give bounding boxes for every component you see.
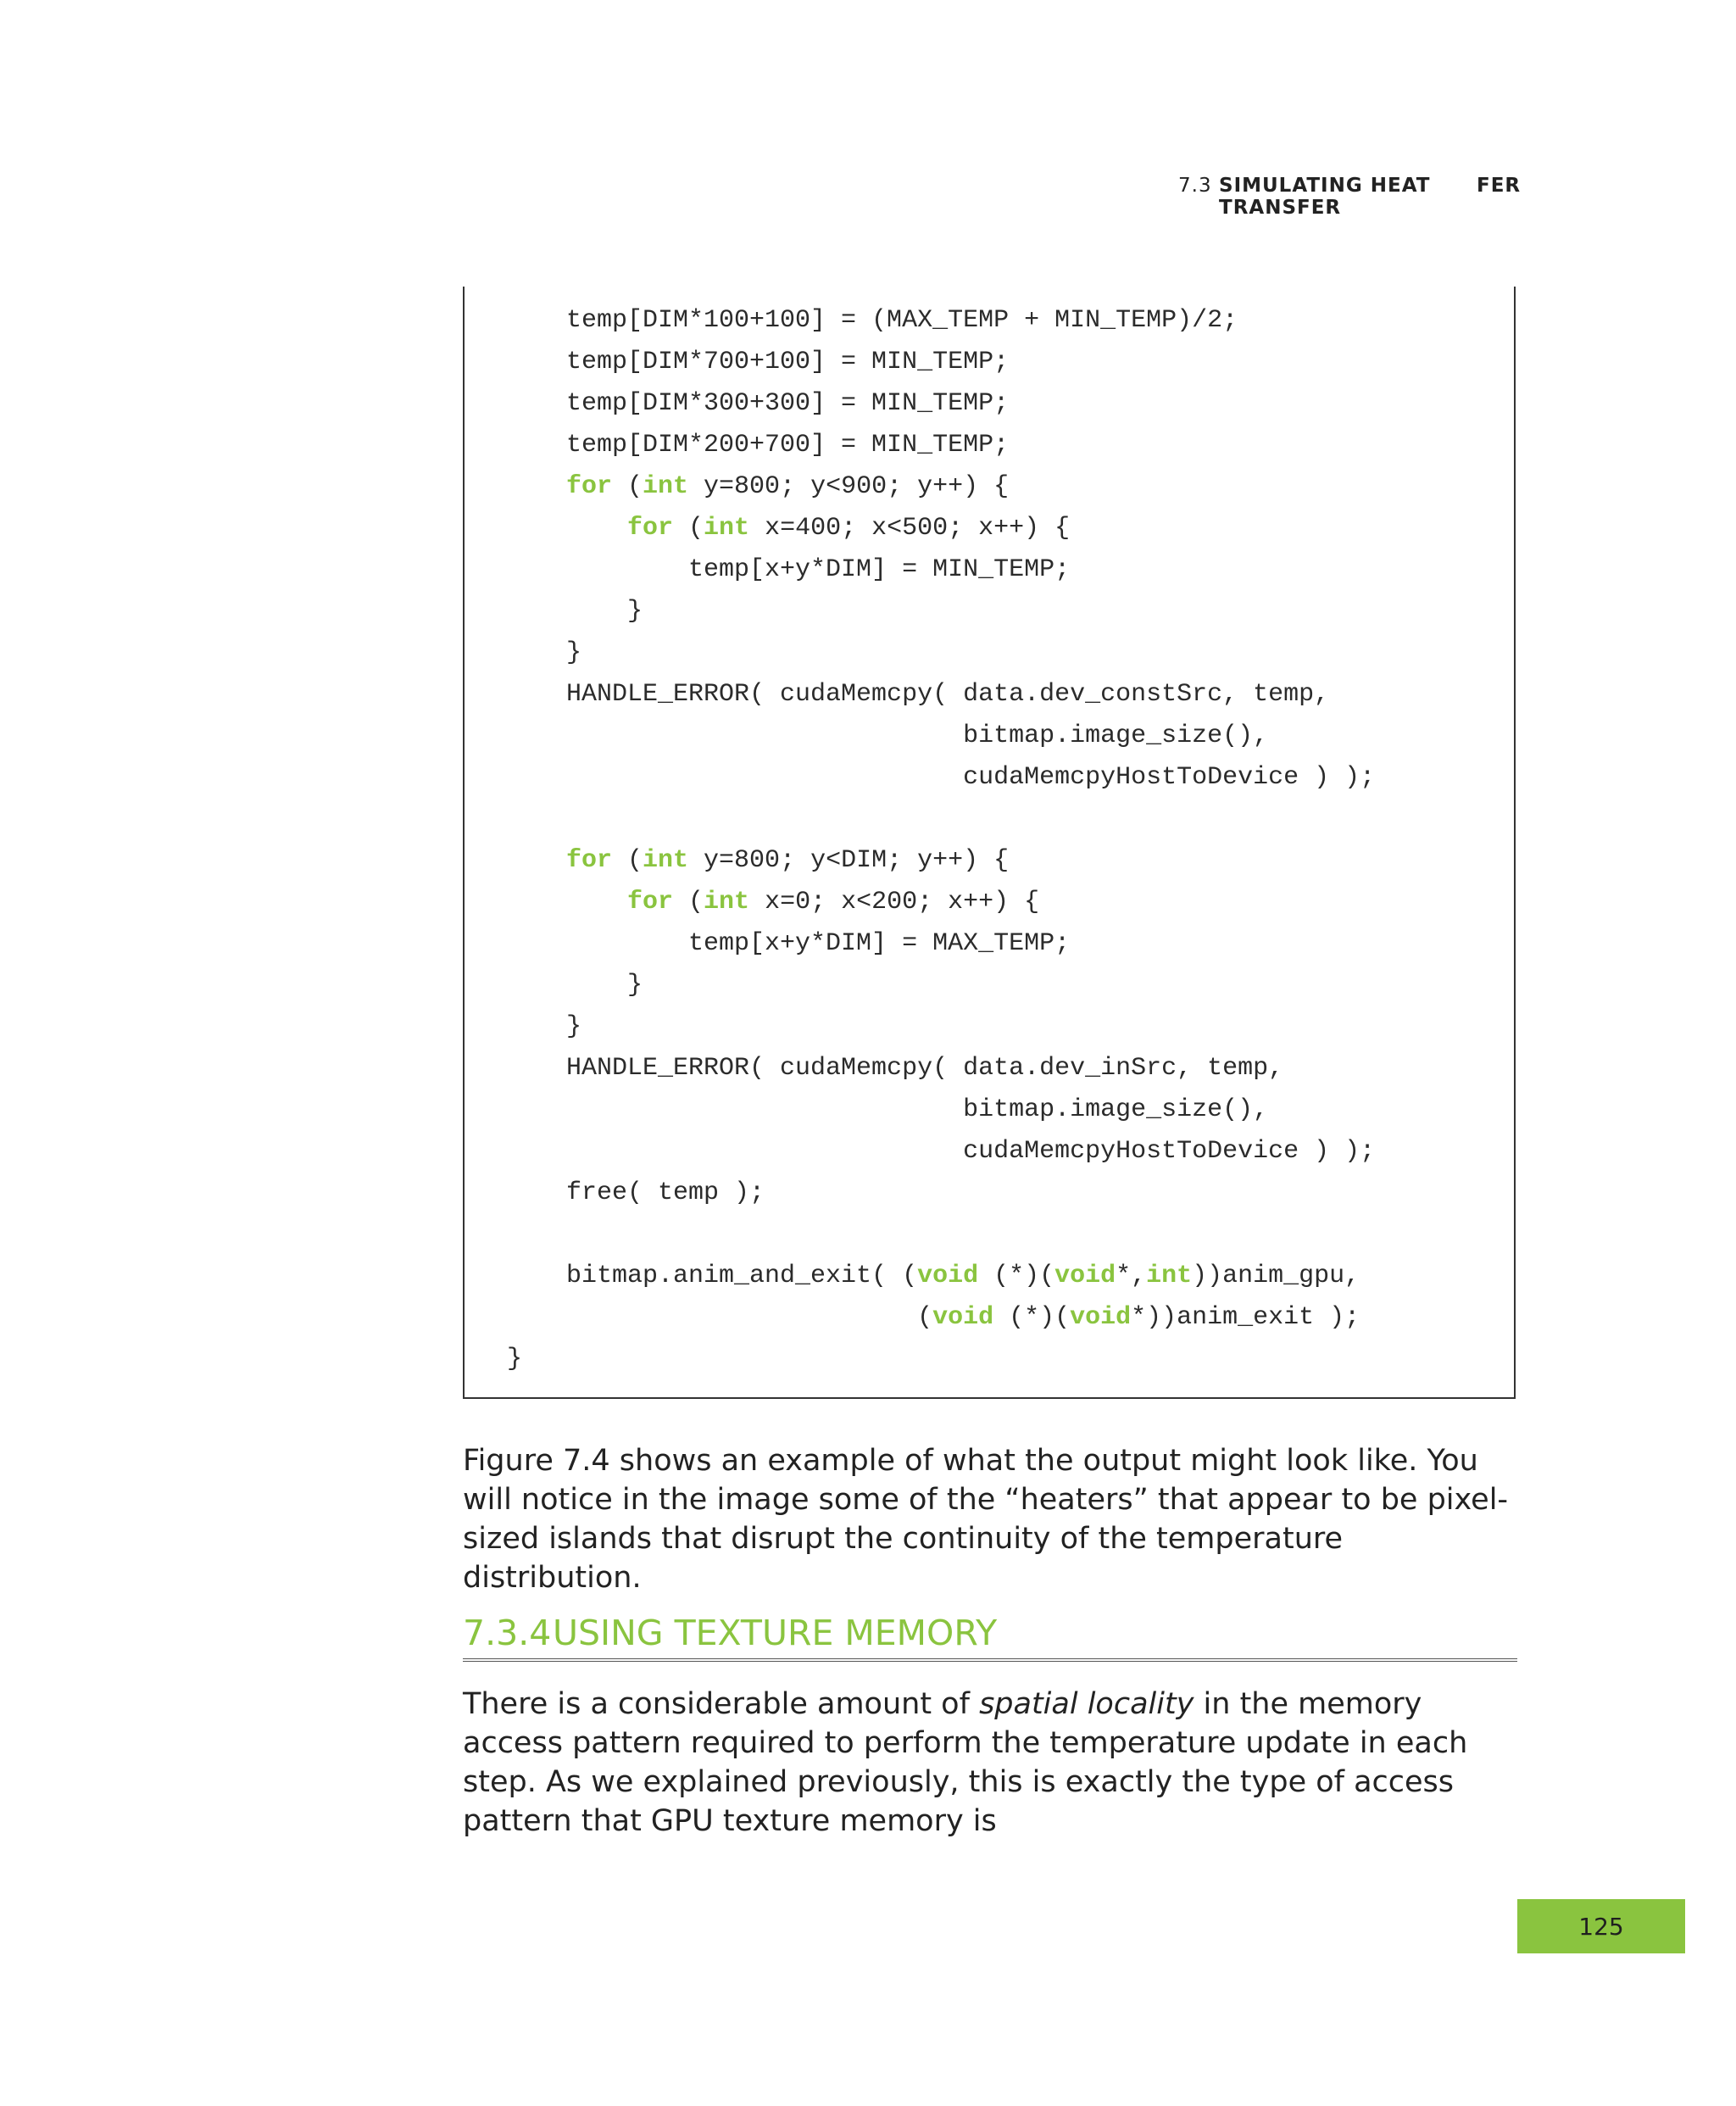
code-text: ))anim_gpu, xyxy=(1192,1262,1360,1290)
paragraph-2-emphasis: spatial locality xyxy=(979,1687,1194,1721)
code-line xyxy=(566,466,1009,508)
code-line xyxy=(566,757,1375,799)
code-keyword: void xyxy=(1070,1303,1132,1332)
code-text: bitmap.anim_and_exit( ( xyxy=(566,1262,918,1290)
code-line xyxy=(566,882,1039,923)
code-keyword: void xyxy=(1054,1262,1116,1290)
code-keyword: int xyxy=(643,472,689,501)
code-text: cudaMemcpyHostToDevice ) ); xyxy=(566,763,1376,792)
code-text: temp[x+y*DIM] = MIN_TEMP; xyxy=(566,555,1071,584)
code-text: temp[DIM*300+300] = MIN_TEMP; xyxy=(566,389,1010,418)
code-line xyxy=(566,1089,1268,1131)
code-keyword: int xyxy=(1146,1262,1193,1290)
code-line xyxy=(566,1297,1360,1339)
section-number: 7.3.4 xyxy=(463,1613,552,1653)
code-text: } xyxy=(566,597,643,626)
code-line xyxy=(566,342,1009,383)
code-line xyxy=(507,1339,522,1380)
code-keyword: int xyxy=(704,888,750,916)
body-paragraph-2 xyxy=(463,1685,1522,1841)
code-text: ( xyxy=(673,888,704,916)
running-head xyxy=(1178,175,1522,219)
code-keyword: for xyxy=(566,846,613,875)
code-text: cudaMemcpyHostToDevice ) ); xyxy=(566,1137,1376,1166)
code-text: *, xyxy=(1116,1262,1147,1290)
code-text: } xyxy=(566,638,582,667)
code-text: ( xyxy=(673,514,704,543)
code-text: (*)( xyxy=(993,1303,1071,1332)
code-line xyxy=(566,1173,765,1214)
code-line xyxy=(566,300,1238,342)
code-line xyxy=(566,632,581,674)
section-heading xyxy=(463,1611,1517,1662)
code-text: } xyxy=(566,971,643,1000)
code-text: temp[DIM*100+100] = (MAX_TEMP + MIN_TEMP)/2; xyxy=(566,306,1238,335)
code-text: temp[x+y*DIM] = MAX_TEMP; xyxy=(566,929,1071,958)
running-head-section: 7.3 xyxy=(1178,175,1212,197)
code-text: y=800; y<DIM; y++) { xyxy=(688,846,1010,875)
running-head-tail: FER xyxy=(1477,175,1522,197)
page-number-tab xyxy=(1517,1899,1685,1953)
code-text: y=800; y<900; y++) { xyxy=(688,472,1010,501)
code-line xyxy=(566,923,1070,965)
code-text xyxy=(566,888,627,916)
code-text: x=400; x<500; x++) { xyxy=(749,514,1071,543)
code-line xyxy=(566,1006,581,1048)
code-keyword: for xyxy=(566,472,613,501)
code-text: temp[DIM*200+700] = MIN_TEMP; xyxy=(566,431,1010,460)
code-text: HANDLE_ERROR( cudaMemcpy( data.dev_inSrc, temp, xyxy=(566,1054,1284,1083)
code-keyword: void xyxy=(932,1303,994,1332)
paragraph-2-text-b: in the memory access pattern required to perform the temperature update in each step. As we explained previously, this is exactly the type of access pattern that GPU texture memory is xyxy=(463,1687,1468,1838)
code-text: ( xyxy=(612,846,643,875)
code-text: x=0; x<200; x++) { xyxy=(749,888,1040,916)
code-text: free( temp ); xyxy=(566,1178,765,1207)
body-paragraph-1: Figure 7.4 shows an example of what the output might look like. You will notice in the image some of the “heaters” that appear to be pixel-sized islands that disrupt the continuity of the temperature distribution. xyxy=(463,1444,1509,1595)
code-text: temp[DIM*700+100] = MIN_TEMP; xyxy=(566,348,1010,376)
code-line xyxy=(566,1048,1283,1089)
code-line xyxy=(566,549,1070,591)
code-text: } xyxy=(507,1345,523,1373)
code-line xyxy=(566,716,1268,757)
code-keyword: for xyxy=(627,514,674,543)
code-line xyxy=(566,508,1070,549)
code-text: (*)( xyxy=(978,1262,1055,1290)
section-title: USING TEXTURE MEMORY xyxy=(553,1613,998,1653)
code-line xyxy=(566,1131,1375,1173)
code-line xyxy=(566,840,1009,882)
code-text xyxy=(566,514,627,543)
code-line xyxy=(566,591,643,632)
code-text: *))anim_exit ); xyxy=(1131,1303,1360,1332)
code-text: } xyxy=(566,1012,582,1041)
page-number: 125 xyxy=(1578,1912,1624,1941)
code-text: HANDLE_ERROR( cudaMemcpy( data.dev_constSrc, temp, xyxy=(566,680,1330,709)
paragraph-2-text-a: There is a considerable amount of xyxy=(463,1687,980,1721)
code-keyword: int xyxy=(704,514,750,543)
code-line xyxy=(566,674,1329,716)
code-keyword: int xyxy=(643,846,689,875)
code-text: bitmap.image_size(), xyxy=(566,1095,1269,1124)
code-listing xyxy=(463,287,1516,1399)
code-keyword: for xyxy=(627,888,674,916)
code-text: ( xyxy=(566,1303,933,1332)
code-text: bitmap.image_size(), xyxy=(566,722,1269,750)
code-line xyxy=(566,425,1009,466)
code-line xyxy=(566,1256,1360,1297)
code-keyword: void xyxy=(917,1262,979,1290)
code-line xyxy=(566,383,1009,425)
code-line xyxy=(566,965,643,1006)
code-text: ( xyxy=(612,472,643,501)
running-head-title: SIMULATING HEAT TRANSFER xyxy=(1219,175,1431,219)
